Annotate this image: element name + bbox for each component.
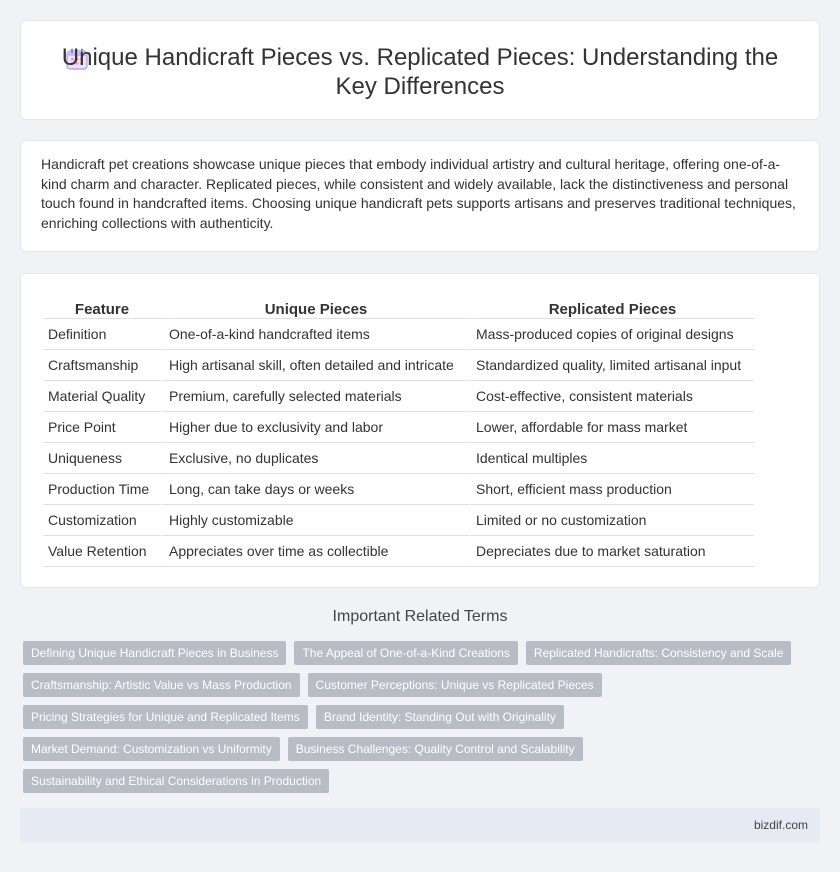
related-terms-list — [23, 641, 823, 801]
feature-cell: Customization — [43, 505, 161, 536]
comparison-table — [43, 294, 754, 567]
feature-cell: Value Retention — [43, 536, 161, 567]
related-term-tag[interactable]: Brand Identity: Standing Out with Originality — [316, 705, 564, 729]
related-terms-title: Important Related Terms — [332, 608, 508, 625]
table-row — [43, 319, 754, 350]
header-unique: Unique Pieces — [161, 294, 468, 319]
feature-cell: Definition — [43, 319, 161, 350]
tag-row — [23, 641, 823, 665]
footer-site[interactable]: bizdif.com — [753, 818, 808, 832]
replicated-cell: Limited or no customization — [468, 505, 754, 536]
replicated-cell: Short, efficient mass production — [468, 474, 754, 505]
unique-cell: Highly customizable — [161, 505, 468, 536]
related-term-tag[interactable]: Craftsmanship: Artistic Value vs Mass Production — [23, 673, 300, 697]
comparison-card — [20, 273, 820, 588]
unique-cell: High artisanal skill, often detailed and intricate — [161, 350, 468, 381]
replicated-cell: Cost-effective, consistent materials — [468, 381, 754, 412]
feature-cell: Production Time — [43, 474, 161, 505]
table-row — [43, 350, 754, 381]
intro-text: Handicraft pet creations showcase unique pieces that embody individual artistry and cultural heritage, offering one-of-a-kind charm and character. Replicated pieces, while consistent and widely available, lack the distinctiveness and personal touch found in handcrafted items. Choosing unique handicraft pets supports artisans and preserves traditional techniques, enriching collections with authenticity. — [41, 156, 796, 231]
unique-cell: Appreciates over time as collectible — [161, 536, 468, 567]
unique-cell: Premium, carefully selected materials — [161, 381, 468, 412]
related-term-tag[interactable]: Business Challenges: Quality Control and Scalability — [288, 737, 583, 761]
unique-cell: Higher due to exclusivity and labor — [161, 412, 468, 443]
related-term-tag[interactable]: Sustainability and Ethical Considerations in Production — [23, 769, 329, 793]
table-row — [43, 505, 754, 536]
table-row — [43, 474, 754, 505]
footer — [20, 808, 820, 842]
related-term-tag[interactable]: Market Demand: Customization vs Uniformity — [23, 737, 280, 761]
related-term-tag[interactable]: Replicated Handicrafts: Consistency and Scale — [526, 641, 791, 665]
header-card — [20, 20, 820, 120]
feature-cell: Craftsmanship — [43, 350, 161, 381]
tag-row — [23, 769, 823, 793]
table-header-row — [43, 294, 754, 319]
header-replicated: Replicated Pieces — [468, 294, 754, 319]
related-term-tag[interactable]: Defining Unique Handicraft Pieces in Business — [23, 641, 286, 665]
table-row — [43, 536, 754, 567]
replicated-cell: Identical multiples — [468, 443, 754, 474]
table-row — [43, 412, 754, 443]
unique-cell: One-of-a-kind handcrafted items — [161, 319, 468, 350]
table-row — [43, 381, 754, 412]
feature-cell: Material Quality — [43, 381, 161, 412]
feature-cell: Uniqueness — [43, 443, 161, 474]
replicated-cell: Mass-produced copies of original designs — [468, 319, 754, 350]
table-row — [43, 443, 754, 474]
replicated-cell: Depreciates due to market saturation — [468, 536, 754, 567]
tag-row — [23, 705, 823, 729]
related-term-tag[interactable]: The Appeal of One-of-a-Kind Creations — [294, 641, 517, 665]
tag-row — [23, 673, 823, 697]
related-term-tag[interactable]: Pricing Strategies for Unique and Replicated Items — [23, 705, 308, 729]
page-title: Unique Handicraft Pieces vs. Replicated Pieces: Understanding the Key Differences — [61, 44, 779, 100]
related-term-tag[interactable]: Customer Perceptions: Unique vs Replicated Pieces — [308, 673, 602, 697]
intro-card — [20, 140, 820, 252]
tag-row — [23, 737, 823, 761]
unique-cell: Long, can take days or weeks — [161, 474, 468, 505]
replicated-cell: Lower, affordable for mass market — [468, 412, 754, 443]
header-feature: Feature — [43, 294, 161, 319]
feature-cell: Price Point — [43, 412, 161, 443]
replicated-cell: Standardized quality, limited artisanal input — [468, 350, 754, 381]
unique-cell: Exclusive, no duplicates — [161, 443, 468, 474]
